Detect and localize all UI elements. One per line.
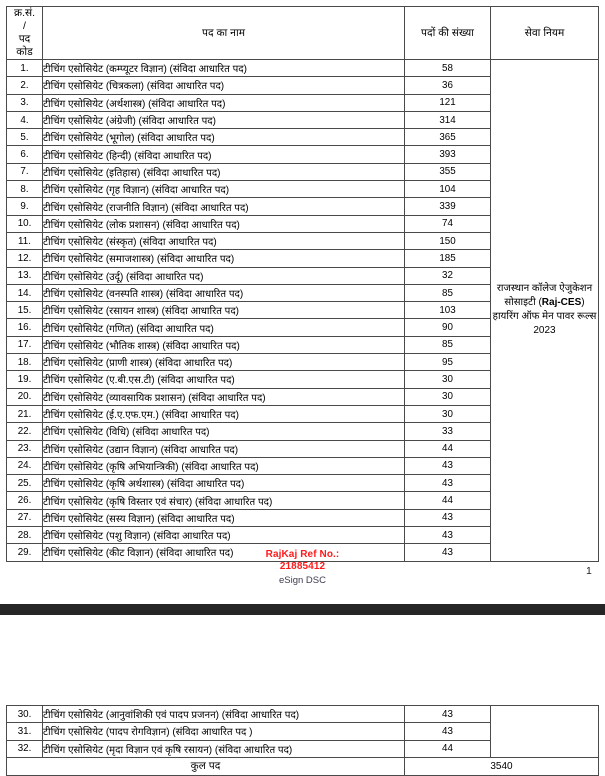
column-header-post-name: पद का नाम (43, 7, 405, 60)
cell-post-count: 339 (405, 198, 491, 215)
cell-serial-number: 11. (7, 232, 43, 249)
cell-serial-number: 26. (7, 492, 43, 509)
posts-table-page-2 (6, 705, 599, 776)
cell-serial-number: 28. (7, 527, 43, 544)
cell-post-count: 43 (405, 723, 491, 740)
header-line-3: पद (18, 33, 31, 45)
cell-serial-number: 6. (7, 146, 43, 163)
total-label: कुल पद (7, 757, 405, 775)
cell-post-name: टीचिंग एसोसियेट (चित्रकला) (संविदा आधारित पद) (43, 77, 405, 94)
cell-post-name: टीचिंग एसोसियेट (उर्दू) (संविदा आधारित पद) (43, 267, 405, 284)
cell-post-count: 355 (405, 163, 491, 180)
cell-serial-number: 27. (7, 509, 43, 526)
cell-post-name: टीचिंग एसोसियेट (कृषि विस्तार एवं संचार) (संविदा आधारित पद) (43, 492, 405, 509)
cell-post-name: टीचिंग एसोसियेट (भौतिक शास्त्र) (संविदा आधारित पद) (43, 336, 405, 353)
cell-post-name: टीचिंग एसोसियेट (गृह विज्ञान) (संविदा आधारित पद) (43, 181, 405, 198)
table-body-page-1 (7, 60, 599, 562)
cell-post-count: 74 (405, 215, 491, 232)
cell-post-count: 44 (405, 492, 491, 509)
cell-post-count: 30 (405, 405, 491, 422)
cell-serial-number: 5. (7, 129, 43, 146)
page-break-separator (0, 604, 605, 615)
cell-post-name: टीचिंग एसोसियेट (समाजशास्त्र) (संविदा आधारित पद) (43, 250, 405, 267)
cell-post-name: टीचिंग एसोसियेट (सस्य विज्ञान) (संविदा आधारित पद) (43, 509, 405, 526)
table-body-page-2 (7, 706, 599, 758)
cell-post-count: 43 (405, 544, 491, 561)
posts-table-page-1 (6, 6, 599, 562)
cell-post-name: टीचिंग एसोसियेट (आनुवांशिकी एवं पादप प्रजनन) (संविदा आधारित पद) (43, 706, 405, 723)
cell-post-name: टीचिंग एसोसियेट (ई.ए.एफ.एम.) (संविदा आधारित पद) (43, 405, 405, 422)
cell-post-name: टीचिंग एसोसियेट (गणित) (संविदा आधारित पद) (43, 319, 405, 336)
cell-serial-number: 17. (7, 336, 43, 353)
cell-post-count: 43 (405, 475, 491, 492)
rajkaj-ref-label: RajKaj Ref No.: (265, 549, 340, 560)
cell-serial-number: 21. (7, 405, 43, 422)
cell-serial-number: 8. (7, 181, 43, 198)
cell-post-count: 365 (405, 129, 491, 146)
cell-serial-number: 1. (7, 60, 43, 77)
cell-serial-number: 13. (7, 267, 43, 284)
cell-post-name: टीचिंग एसोसियेट (रसायन शास्त्र) (संविदा आधारित पद) (43, 302, 405, 319)
cell-post-name: टीचिंग एसोसियेट (कम्प्यूटर विज्ञान) (संविदा आधारित पद) (43, 60, 405, 77)
cell-post-name: टीचिंग एसोसियेट (हिन्दी) (संविदा आधारित पद) (43, 146, 405, 163)
cell-post-name: टीचिंग एसोसियेट (लोक प्रशासन) (संविदा आधारित पद) (43, 215, 405, 232)
table-row (7, 706, 599, 723)
total-row (7, 757, 599, 775)
cell-serial-number: 16. (7, 319, 43, 336)
cell-post-name: टीचिंग एसोसियेट (अंग्रेजी) (संविदा आधारित पद) (43, 111, 405, 128)
service-rules-acronym: Raj-CES (541, 297, 582, 309)
cell-post-name: टीचिंग एसोसियेट (अर्थशास्त्र) (संविदा आधारित पद) (43, 94, 405, 111)
cell-post-name: टीचिंग एसोसियेट (कृषि अर्थशास्त्र) (संविदा आधारित पद) (43, 475, 405, 492)
cell-serial-number: 25. (7, 475, 43, 492)
cell-post-count: 33 (405, 423, 491, 440)
cell-post-count: 43 (405, 457, 491, 474)
cell-post-count: 85 (405, 284, 491, 301)
rajkaj-ref-number: 21885412 (279, 560, 326, 572)
cell-post-name: टीचिंग एसोसियेट (पशु विज्ञान) (संविदा आधारित पद) (43, 527, 405, 544)
cell-serial-number: 15. (7, 302, 43, 319)
total-value: 3540 (405, 757, 599, 775)
cell-post-name: टीचिंग एसोसियेट (प्राणी शास्त्र) (संविदा आधारित पद) (43, 354, 405, 371)
cell-serial-number: 24. (7, 457, 43, 474)
cell-serial-number: 32. (7, 740, 43, 757)
table-header (7, 7, 599, 60)
cell-serial-number: 18. (7, 354, 43, 371)
cell-post-name: टीचिंग एसोसियेट (उद्यान विज्ञान) (संविदा आधारित पद) (43, 440, 405, 457)
cell-serial-number: 20. (7, 388, 43, 405)
cell-post-count: 32 (405, 267, 491, 284)
service-rules-text-part-1: राजस्थान कॉलेज ऐजुकेशन सोसाइटी ( (496, 283, 593, 309)
cell-post-name: टीचिंग एसोसियेट (पादप रोगविज्ञान) (संविदा आधारित पद ) (43, 723, 405, 740)
cell-post-count: 44 (405, 740, 491, 757)
cell-serial-number: 29. (7, 544, 43, 561)
cell-post-name: टीचिंग एसोसियेट (ए.बी.एस.टी) (संविदा आधारित पद) (43, 371, 405, 388)
column-header-post-count: पदों की संख्या (405, 7, 491, 60)
cell-post-count: 393 (405, 146, 491, 163)
cell-post-name: टीचिंग एसोसियेट (मृदा विज्ञान एवं कृषि रसायन) (संविदा आधारित पद) (43, 740, 405, 757)
header-line-2: / (23, 20, 26, 32)
cell-post-name: टीचिंग एसोसियेट (कृषि अभियान्त्रिकी) (संविदा आधारित पद) (43, 457, 405, 474)
cell-serial-number: 12. (7, 250, 43, 267)
table-row (7, 60, 599, 77)
cell-post-count: 90 (405, 319, 491, 336)
header-line-4: कोड (16, 46, 33, 58)
column-header-service-rules: सेवा नियम (491, 7, 599, 60)
cell-post-count: 43 (405, 706, 491, 723)
cell-post-count: 44 (405, 440, 491, 457)
cell-post-count: 36 (405, 77, 491, 94)
esign-dsc-label: eSign DSC (279, 575, 326, 586)
cell-post-name: टीचिंग एसोसियेट (कीट विज्ञान) (संविदा आधारित पद) (43, 544, 405, 561)
cell-serial-number: 2. (7, 77, 43, 94)
cell-serial-number: 30. (7, 706, 43, 723)
page-footer (0, 549, 605, 586)
cell-post-count: 43 (405, 509, 491, 526)
cell-serial-number: 31. (7, 723, 43, 740)
cell-post-count: 121 (405, 94, 491, 111)
cell-post-name: टीचिंग एसोसियेट (राजनीति विज्ञान) (संविदा आधारित पद) (43, 198, 405, 215)
cell-post-name: टीचिंग एसोसियेट (विधि) (संविदा आधारित पद) (43, 423, 405, 440)
cell-post-count: 30 (405, 388, 491, 405)
cell-serial-number: 19. (7, 371, 43, 388)
cell-serial-number: 4. (7, 111, 43, 128)
cell-post-count: 185 (405, 250, 491, 267)
cell-post-count: 103 (405, 302, 491, 319)
cell-post-count: 314 (405, 111, 491, 128)
cell-post-name: टीचिंग एसोसियेट (भूगोल) (संविदा आधारित पद) (43, 129, 405, 146)
cell-serial-number: 22. (7, 423, 43, 440)
column-header-serial-number (7, 7, 43, 60)
table-total-footer (7, 757, 599, 775)
page-number: 1 (586, 565, 592, 577)
table-header-row (7, 7, 599, 60)
cell-serial-number: 9. (7, 198, 43, 215)
service-rules-text-part-2: ) हायरिंग ऑफ मेन पावर रूल्स 2023 (492, 297, 597, 337)
cell-serial-number: 7. (7, 163, 43, 180)
cell-post-count: 58 (405, 60, 491, 77)
cell-service-rules (491, 60, 599, 562)
cell-post-name: टीचिंग एसोसियेट (इतिहास) (संविदा आधारित पद) (43, 163, 405, 180)
cell-post-count: 95 (405, 354, 491, 371)
cell-post-count: 30 (405, 371, 491, 388)
cell-post-name: टीचिंग एसोसियेट (वनस्पति शास्त्र) (संविदा आधारित पद) (43, 284, 405, 301)
cell-post-name: टीचिंग एसोसियेट (व्यावसायिक प्रशासन) (संविदा आधारित पद) (43, 388, 405, 405)
cell-serial-number: 3. (7, 94, 43, 111)
cell-post-count: 150 (405, 232, 491, 249)
cell-post-count: 104 (405, 181, 491, 198)
cell-post-name: टीचिंग एसोसियेट (संस्कृत) (संविदा आधारित पद) (43, 232, 405, 249)
cell-post-count: 85 (405, 336, 491, 353)
cell-service-rules-empty (491, 706, 599, 758)
header-line-1: क्र.सं. (14, 7, 35, 19)
cell-serial-number: 14. (7, 284, 43, 301)
cell-serial-number: 23. (7, 440, 43, 457)
cell-serial-number: 10. (7, 215, 43, 232)
cell-post-count: 43 (405, 527, 491, 544)
